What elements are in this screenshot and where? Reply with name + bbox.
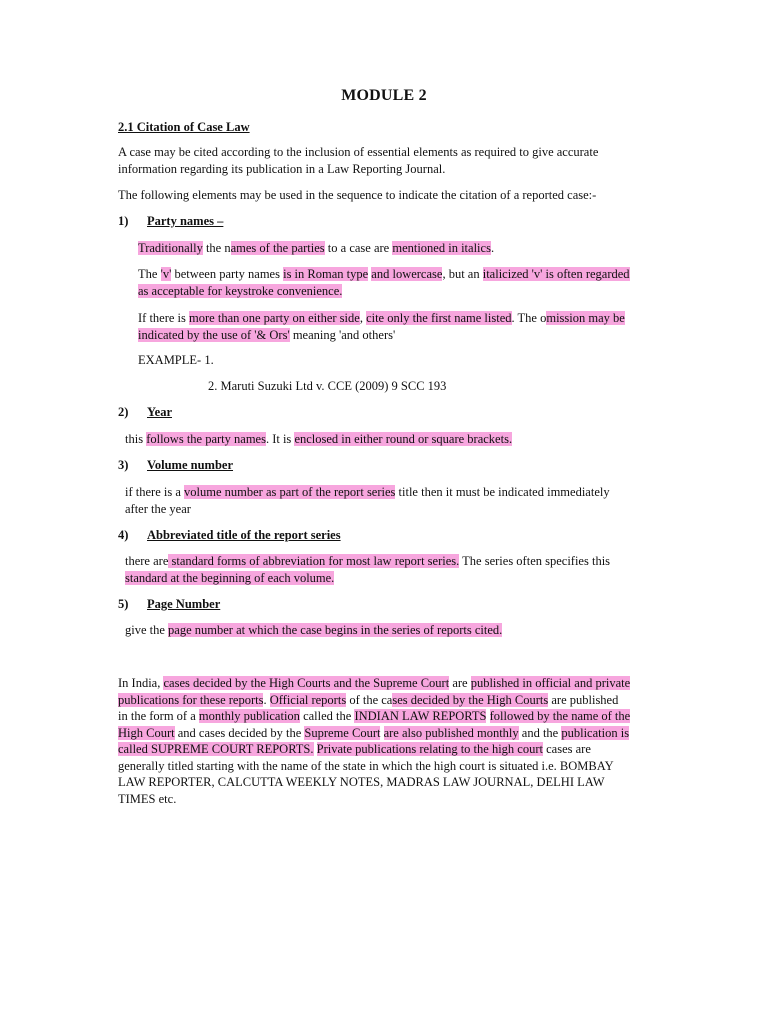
text-run: and the xyxy=(518,725,562,740)
text-run: . xyxy=(263,692,270,707)
item-label: Year xyxy=(147,405,172,419)
page-number-paragraph xyxy=(125,622,502,639)
text-run: and cases decided by the xyxy=(174,725,305,740)
party-p3-line-1 xyxy=(138,310,625,327)
item-number: 4) xyxy=(118,528,129,542)
highlight: page number at which the case begins in the series of reports cited. xyxy=(168,623,503,637)
text-run: . xyxy=(490,241,495,255)
item-party-names xyxy=(118,213,223,229)
text-run: , but an xyxy=(442,267,483,281)
india-line-7: LAW REPORTER, CALCUTTA WEEKLY NOTES, MADRAS LAW JOURNAL, DELHI LAW xyxy=(118,775,605,789)
item-label: Abbreviated title of the report series xyxy=(147,528,341,542)
highlight: standard forms of abbreviation for most law report series. xyxy=(168,554,460,568)
highlight: enclosed in either round or square brackets. xyxy=(294,432,513,446)
intro-line-2: information regarding its publication in a Law Reporting Journal. xyxy=(118,161,446,176)
india-line-5 xyxy=(118,741,630,758)
text-run: there are xyxy=(125,554,169,568)
text-run: are published xyxy=(548,692,619,707)
item-label: Page Number xyxy=(147,597,221,611)
text-run: this xyxy=(125,432,147,446)
item-number: 3) xyxy=(118,458,129,472)
text-run: give the xyxy=(125,623,169,637)
party-p3-line-2 xyxy=(138,327,625,344)
highlight: more than one party on either side xyxy=(189,311,360,325)
page-title: MODULE 2 xyxy=(341,87,427,104)
india-line-4 xyxy=(118,725,630,742)
sequence-paragraph: The following elements may be used in the sequence to indicate the citation of a reported case:- xyxy=(118,188,597,202)
highlight: and lowercase xyxy=(371,267,443,281)
highlight: ames of the parties xyxy=(230,241,325,255)
india-line-2 xyxy=(118,692,630,709)
highlight: Traditionally xyxy=(138,241,203,255)
party-p2-line-1 xyxy=(138,266,630,283)
party-p2-line-2 xyxy=(138,283,630,300)
abbrev-line-2 xyxy=(125,570,610,587)
text-run: in the form of a xyxy=(118,709,199,723)
highlight: Official reports xyxy=(269,692,347,707)
party-paragraph-1 xyxy=(138,240,494,257)
text-run: . It is xyxy=(265,432,295,446)
section-heading: 2.1 Citation of Case Law xyxy=(118,120,250,134)
text-run: . The o xyxy=(511,311,547,325)
example-citation: 2. Maruti Suzuki Ltd v. CCE (2009) 9 SCC 193 xyxy=(208,379,447,393)
highlight: mentioned in italics xyxy=(392,241,491,255)
highlight: monthly publication xyxy=(198,709,300,723)
intro-line-1: A case may be cited according to the inclusion of essential elements as required to give accurate xyxy=(118,145,599,159)
text-run: If there is xyxy=(138,311,190,325)
highlight: called SUPREME COURT REPORTS. xyxy=(118,742,314,756)
highlight: INDIAN LAW REPORTS xyxy=(354,709,487,723)
party-paragraph-2 xyxy=(138,266,630,299)
highlight: blished monthly xyxy=(437,725,519,740)
highlight: publications for these reports xyxy=(118,692,264,707)
highlight: Supreme Court xyxy=(304,725,381,740)
volume-paragraph xyxy=(125,484,610,517)
highlight: standard at the beginning of each volume. xyxy=(125,570,335,585)
highlight: Private publications relating to the high court xyxy=(316,742,543,756)
text-run: The xyxy=(138,267,161,281)
highlight: is in Roman type xyxy=(283,267,369,281)
highlight: follows the party names xyxy=(146,432,266,446)
item-volume-number xyxy=(118,457,233,473)
volume-line-2: after the year xyxy=(125,501,191,516)
highlight: High Court xyxy=(118,725,175,740)
item-year xyxy=(118,404,172,420)
text-run: if there is a xyxy=(125,485,185,499)
text-run: meaning 'and others' xyxy=(289,327,396,342)
item-page-number xyxy=(118,596,220,612)
text-run: the n xyxy=(202,241,231,255)
text-run: , xyxy=(359,311,367,325)
highlight: cite only the first name listed xyxy=(366,311,512,325)
highlight: italicized 'v' is often regarded xyxy=(482,267,630,281)
text-run: between party names xyxy=(171,267,284,281)
text-run: are xyxy=(449,676,471,690)
highlight: publication is xyxy=(561,725,630,740)
item-number: 1) xyxy=(118,214,129,228)
india-paragraph xyxy=(118,675,630,807)
text-run: title then it must be indicated immediately xyxy=(395,485,610,499)
highlight: as acceptable for keystroke convenience. xyxy=(138,283,343,298)
highlight: indicated by the use of '& Ors' xyxy=(138,327,290,342)
intro-paragraph xyxy=(118,144,598,177)
text-run: The series often specifies this xyxy=(459,554,611,568)
highlight: published in official and private xyxy=(470,676,631,690)
abbrev-paragraph xyxy=(125,553,610,586)
highlight: followed by the name of the xyxy=(489,709,631,723)
item-abbreviated-title xyxy=(118,527,341,543)
highlight: mission may be xyxy=(546,311,625,325)
highlight: 'v' xyxy=(160,267,172,281)
highlight: ses decided by the High Courts xyxy=(392,692,549,707)
india-line-6: generally titled starting with the name of the state in which the high court is situated i.e. BOMBAY xyxy=(118,758,614,773)
text-run: to a case are xyxy=(324,241,393,255)
highlight: volume number as part of the report series xyxy=(184,485,396,499)
item-label: Volume number xyxy=(147,458,234,472)
highlight: cases decided by the High Courts and the Supreme Court xyxy=(163,676,450,690)
india-line-3 xyxy=(118,708,630,725)
item-number: 5) xyxy=(118,597,129,611)
item-label: Party names – xyxy=(147,214,224,228)
india-line-1 xyxy=(118,675,630,692)
india-line-8: TIMES etc. xyxy=(118,791,177,806)
year-paragraph xyxy=(125,431,512,448)
text-run: cases are xyxy=(542,742,591,756)
example-label: EXAMPLE- 1. xyxy=(138,353,214,367)
highlight: are also pu xyxy=(383,725,438,740)
item-number: 2) xyxy=(118,405,129,419)
text-run: of the ca xyxy=(346,692,393,707)
party-paragraph-3 xyxy=(138,310,625,343)
text-run: called the xyxy=(299,709,355,723)
text-run: In India, xyxy=(118,676,164,690)
volume-line-1 xyxy=(125,484,610,501)
abbrev-line-1 xyxy=(125,553,610,570)
